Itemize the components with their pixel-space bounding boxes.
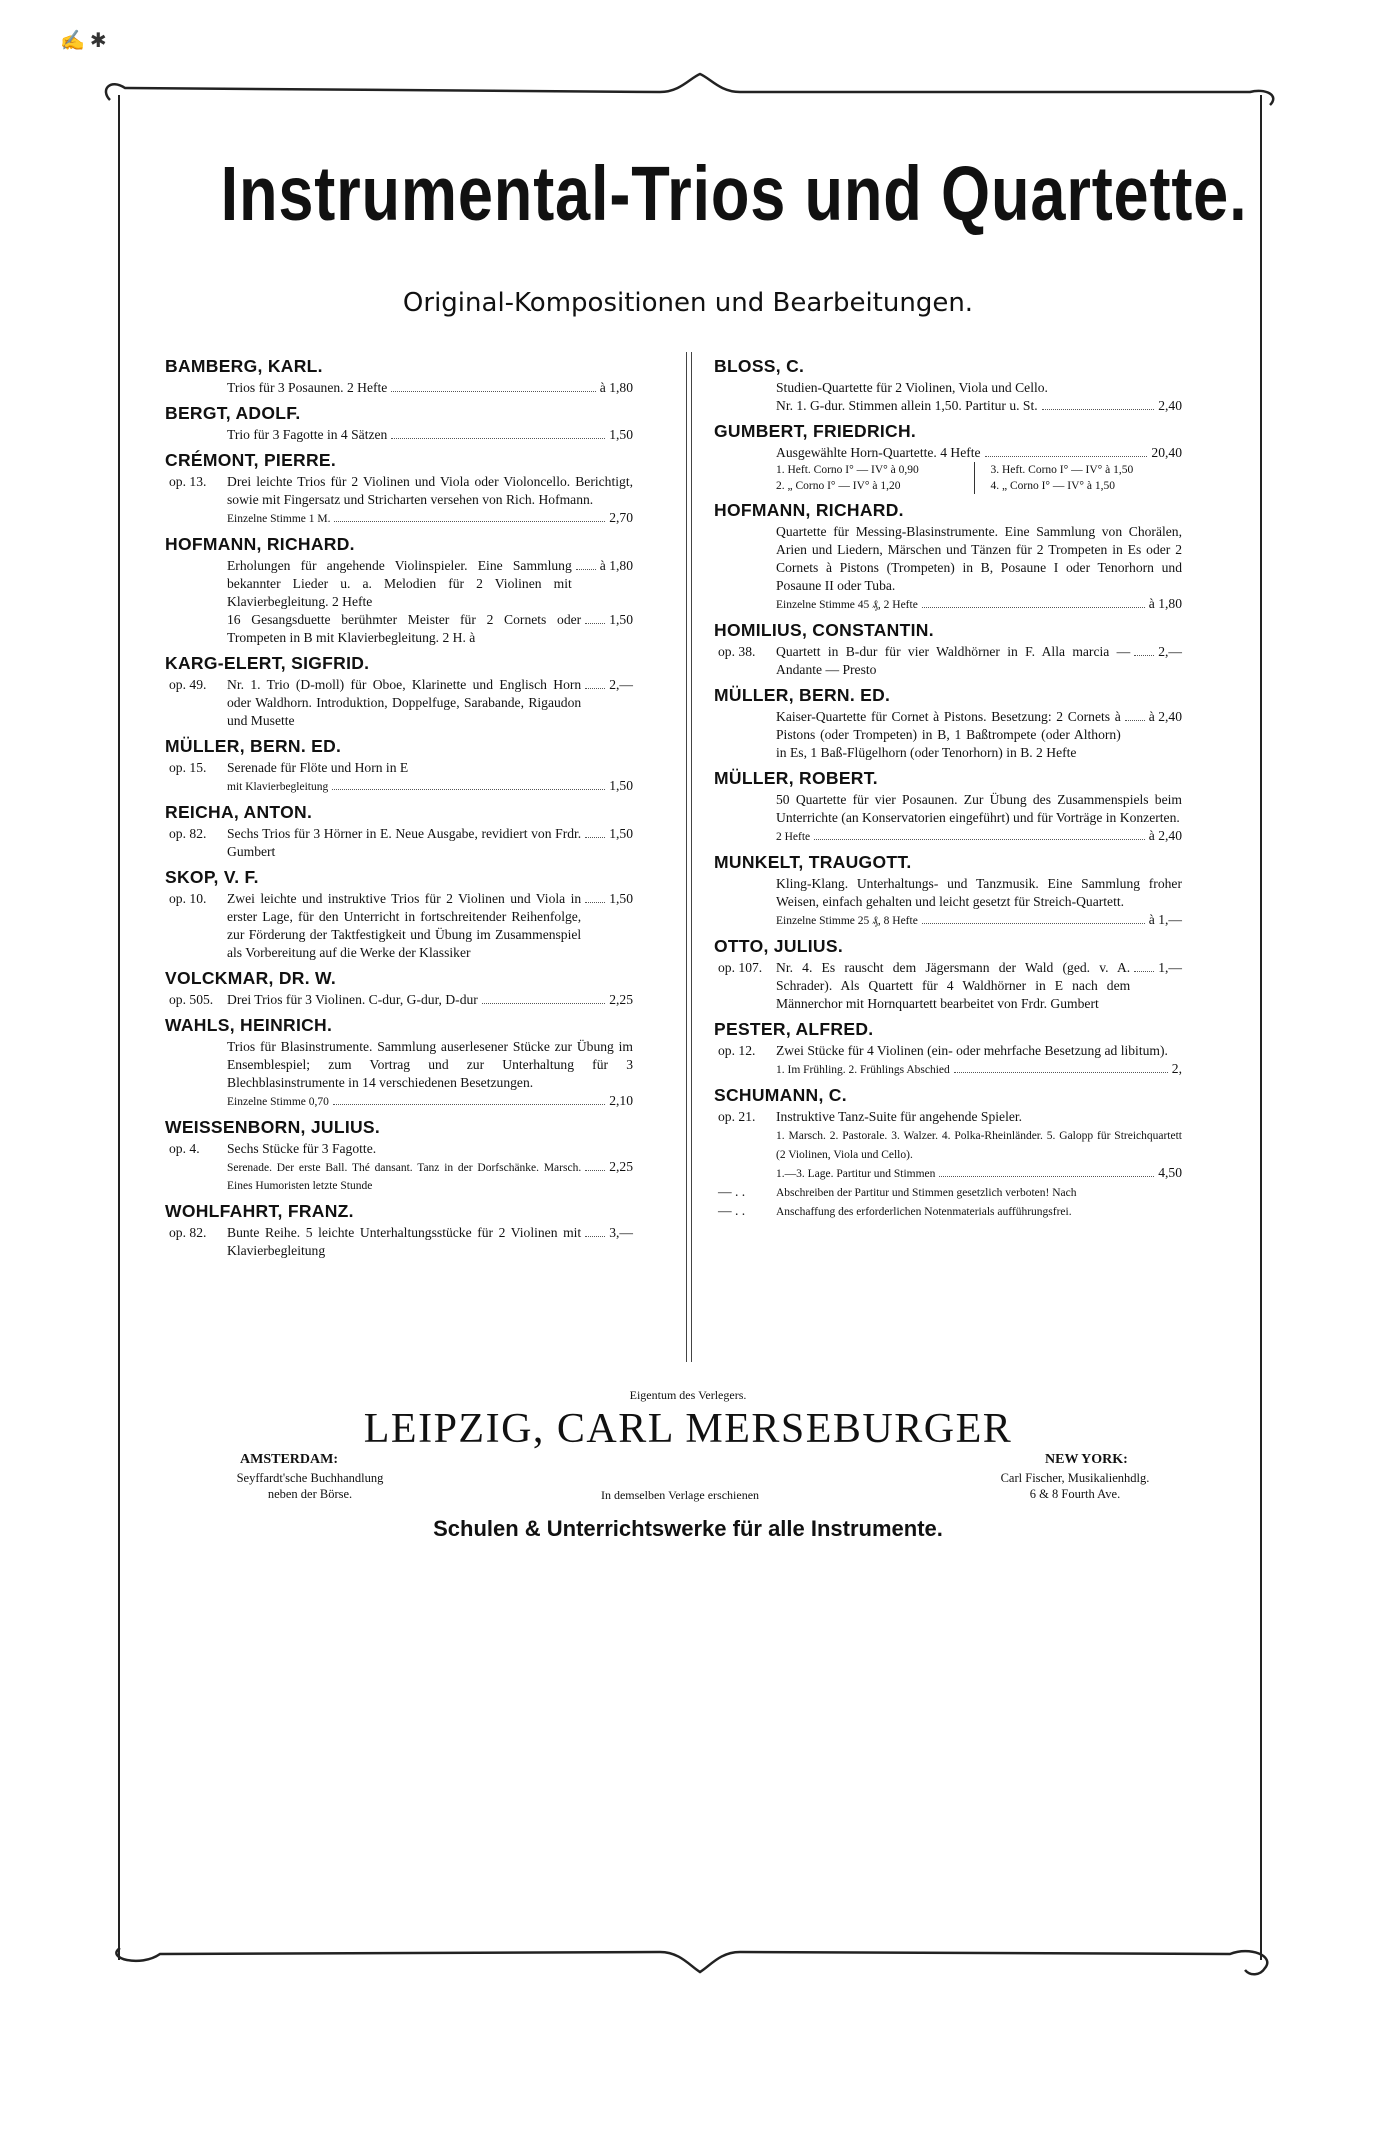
entry-text: Serenade für Flöte und Horn in E bbox=[227, 760, 409, 775]
opus-number bbox=[165, 1092, 227, 1111]
leader-dots bbox=[391, 438, 605, 439]
entry-text: Quartett in B-dur für vier Waldhörner in F. Alla marcia — Andante — Presto bbox=[776, 644, 1131, 677]
leader-dots bbox=[985, 456, 1148, 457]
catalog-entry bbox=[165, 759, 633, 777]
composer-heading: HOMILIUS, CONSTANTIN. bbox=[714, 620, 934, 640]
catalog-entry bbox=[714, 959, 1182, 1013]
catalog-entry bbox=[714, 1202, 1182, 1221]
leader-dots bbox=[939, 1176, 1154, 1177]
catalog-entry bbox=[714, 1164, 1182, 1183]
catalog-entry bbox=[714, 875, 1182, 911]
entry-text: Bunte Reihe. 5 leichte Unterhaltungsstücke für 2 Violinen mit Klavierbegleitung bbox=[227, 1225, 582, 1258]
entry-price: 3,— bbox=[609, 1225, 633, 1240]
entry-line bbox=[227, 509, 633, 528]
entry-text: Kling-Klang. Unterhaltungs- und Tanzmusik. Eine Sammlung froher Weisen, einfach gehalten und leicht gesetzt für Streich-Quartett. bbox=[776, 876, 1182, 909]
catalog-entry bbox=[714, 643, 1182, 679]
entry-note: Einzelne Stimme 0,70 bbox=[227, 1096, 329, 1108]
opus-number: op. 13. bbox=[169, 474, 207, 489]
opus-number bbox=[714, 708, 776, 762]
opus-number bbox=[714, 1126, 776, 1164]
opus-number: op. 12. bbox=[718, 1043, 756, 1058]
opus-number bbox=[714, 1060, 776, 1079]
entry-price: 2,25 bbox=[609, 1159, 633, 1174]
opus-number: op. 107. bbox=[718, 960, 763, 975]
opus-number bbox=[714, 595, 776, 614]
leader-dots bbox=[1134, 971, 1154, 972]
entry-note: Serenade. Der erste Ball. Thé dansant. Tanz in der Dorfschänke. Marsch. Eines Humoristen letzte Stunde bbox=[227, 1162, 582, 1192]
opus-number bbox=[714, 791, 776, 827]
catalog-entry bbox=[165, 777, 633, 796]
composer-heading: WOHLFAHRT, FRANZ. bbox=[165, 1201, 354, 1221]
entry-price: 1,50 bbox=[609, 778, 633, 793]
entry-text: Kaiser-Quartette für Cornet à Pistons. Besetzung: 2 Cornets à Pistons (oder Trompeten) in B, 1 Baßtrompete (oder Althorn) in Es, 1 Baß-Flügelhorn (oder Tenorhorn) in B. 2 Hefte bbox=[776, 709, 1121, 760]
entry-note: Abschreiben der Partitur und Stimmen gesetzlich verboten! Nach bbox=[776, 1187, 1077, 1199]
entry-price: 1,50 bbox=[609, 891, 633, 906]
entry-text: Zwei Stücke für 4 Violinen (ein- oder mehrfache Besetzung ad libitum). bbox=[776, 1043, 1168, 1058]
entry-line bbox=[227, 611, 633, 647]
opus-number: op. 82. bbox=[169, 826, 207, 841]
composer-heading: VOLCKMAR, DR. W. bbox=[165, 968, 337, 988]
entry-text: Trios für 3 Posaunen. 2 Hefte bbox=[227, 380, 388, 395]
leader-dots bbox=[585, 623, 605, 624]
entry-note: 1.—3. Lage. Partitur und Stimmen bbox=[776, 1168, 936, 1180]
entry-line bbox=[227, 1158, 633, 1195]
catalog-entry bbox=[165, 1038, 633, 1092]
catalog-entry bbox=[714, 444, 1182, 462]
catalog-entry bbox=[714, 1060, 1182, 1079]
opus-number bbox=[714, 523, 776, 595]
opus-number: op. 4. bbox=[169, 1141, 200, 1156]
opus-number bbox=[165, 777, 227, 796]
entry-line bbox=[227, 676, 633, 730]
entry-price: 1,— bbox=[1158, 960, 1182, 975]
opus-number bbox=[714, 827, 776, 846]
leader-dots bbox=[954, 1072, 1168, 1073]
entry-line bbox=[227, 890, 633, 962]
composer-heading: MUNKELT, TRAUGOTT. bbox=[714, 852, 912, 872]
catalog-entry bbox=[165, 379, 633, 397]
corner-mark: ✍ ✱ bbox=[60, 30, 107, 52]
ownership-note: Eigentum des Verlegers. bbox=[629, 1388, 747, 1402]
composer-heading: GUMBERT, FRIEDRICH. bbox=[714, 421, 917, 441]
entry-price: à 1,80 bbox=[599, 558, 633, 573]
entry-note: Einzelne Stimme 25 ₰, 8 Hefte bbox=[776, 915, 918, 927]
entry-text: Nr. 1. Trio (D-moll) für Oboe, Klarinette und Englisch Horn oder Waldhorn. Introduktion, Doppelfuge, Sarabande, Rigaudon und Musette bbox=[227, 677, 582, 728]
entry-line bbox=[227, 777, 633, 796]
entry-line bbox=[227, 825, 633, 861]
entry-text: Erholungen für angehende Violinspieler. Eine Sammlung bekannter Lieder u. a. Melodien für 2 Violinen mit Klavierbegleitung. 2 Hefte bbox=[227, 558, 572, 609]
entry-price: 2, bbox=[1171, 1061, 1182, 1076]
composer-heading: MÜLLER, ROBERT. bbox=[714, 768, 878, 788]
part-price-line: 4. „ Corno I° — IV° à 1,50 bbox=[990, 480, 1115, 492]
entry-price: 2,— bbox=[609, 677, 633, 692]
composer-heading: WAHLS, HEINRICH. bbox=[165, 1015, 333, 1035]
catalog-entry bbox=[714, 1126, 1182, 1164]
publisher-name: LEIPZIG, CARL MERSEBURGER bbox=[363, 1406, 1013, 1452]
entry-text: Trio für 3 Fagotte in 4 Sätzen bbox=[227, 427, 388, 442]
entry-text: 16 Gesangsduette berühmter Meister für 2 Cornets oder Trompeten in B mit Klavierbegleitung. 2 H. à bbox=[227, 612, 582, 645]
same-publisher-note: In demselben Verlage erschienen bbox=[600, 1488, 760, 1502]
catalog-entry bbox=[165, 557, 633, 611]
leader-dots bbox=[1042, 409, 1155, 410]
composer-heading: KARG-ELERT, SIGFRID. bbox=[165, 653, 370, 673]
catalog-entry bbox=[165, 426, 633, 444]
catalog-entry bbox=[165, 890, 633, 962]
part-price-line: 3. Heft. Corno I° — IV° à 1,50 bbox=[990, 464, 1134, 476]
catalog-entry bbox=[714, 1042, 1182, 1060]
opus-number: — . . bbox=[718, 1184, 746, 1199]
leader-dots bbox=[1134, 655, 1154, 656]
composer-heading: MÜLLER, BERN. ED. bbox=[165, 736, 342, 756]
entry-price: à 1,80 bbox=[599, 380, 633, 395]
catalog-entry bbox=[714, 1108, 1182, 1126]
entry-line bbox=[776, 911, 1182, 930]
catalog-entry bbox=[714, 791, 1182, 827]
leader-dots bbox=[576, 569, 596, 570]
entry-price: 20,40 bbox=[1151, 445, 1182, 460]
entry-text: Sechs Trios für 3 Hörner in E. Neue Ausgabe, revidiert von Frdr. Gumbert bbox=[227, 826, 582, 859]
entry-text: Drei Trios für 3 Violinen. C-dur, G-dur, D-dur bbox=[227, 992, 478, 1007]
entry-note: 1. Marsch. 2. Pastorale. 3. Walzer. 4. Polka-Rheinländer. 5. Galopp für Streichquartett (2 Violinen, Viola und Cello). bbox=[776, 1130, 1182, 1161]
entry-price: 1,50 bbox=[609, 826, 633, 841]
leader-dots bbox=[585, 837, 605, 838]
shop-new-york-address: 6 & 8 Fourth Ave. bbox=[1029, 1487, 1121, 1501]
composer-heading: PESTER, ALFRED. bbox=[714, 1019, 874, 1039]
opus-number bbox=[714, 1164, 776, 1183]
leader-dots bbox=[332, 789, 605, 790]
catalog-entry bbox=[165, 676, 633, 730]
composer-heading: REICHA, ANTON. bbox=[165, 802, 313, 822]
opus-number bbox=[714, 379, 776, 397]
entry-price: à 2,40 bbox=[1148, 828, 1182, 843]
part-price-table bbox=[714, 462, 1182, 494]
composer-heading: HOFMANN, RICHARD. bbox=[165, 534, 355, 554]
opus-number bbox=[165, 426, 227, 444]
table-separator bbox=[974, 462, 985, 494]
entry-line bbox=[227, 426, 633, 444]
entry-price: 1,50 bbox=[609, 612, 633, 627]
opus-number: op. 15. bbox=[169, 760, 207, 775]
entry-note: mit Klavierbegleitung bbox=[227, 781, 329, 793]
entry-text: Studien-Quartette für 2 Violinen, Viola und Cello. bbox=[776, 380, 1048, 395]
entry-text: 50 Quartette für vier Posaunen. Zur Übung des Zusammenspiels beim Unterrichte (an Konservatorien eingeführt) und für Vorträge in Konzerten. bbox=[776, 792, 1182, 825]
leader-dots bbox=[391, 391, 595, 392]
catalog-entry bbox=[165, 1224, 633, 1260]
entry-line bbox=[227, 1092, 633, 1111]
frame-bottom-ornament bbox=[100, 1938, 1280, 1978]
entry-line bbox=[776, 1164, 1182, 1183]
catalog-entry bbox=[714, 523, 1182, 595]
leader-dots bbox=[334, 521, 605, 522]
entry-price: 2,10 bbox=[609, 1093, 633, 1108]
column-divider bbox=[686, 352, 692, 1362]
catalog-entry bbox=[165, 1158, 633, 1195]
leader-dots bbox=[585, 1236, 605, 1237]
opus-number bbox=[165, 1038, 227, 1092]
part-price-column bbox=[991, 462, 1183, 494]
entry-note: Anschaffung des erforderlichen Notenmaterials aufführungsfrei. bbox=[776, 1206, 1072, 1218]
catalog-entry bbox=[165, 611, 633, 647]
catalog-entry bbox=[714, 911, 1182, 930]
entry-line bbox=[776, 1060, 1182, 1079]
leader-dots bbox=[585, 1170, 605, 1171]
opus-number: op. 38. bbox=[718, 644, 756, 659]
catalog-entry bbox=[714, 595, 1182, 614]
catalog-entry bbox=[714, 708, 1182, 762]
entry-text: Quartette für Messing-Blasinstrumente. Eine Sammlung von Chorälen, Arien und Liedern, Märschen und Tänzen für 2 Trompeten in Es oder 2 Cornets à Pistons (Trompeten) in B, Posaune I oder Tenorhorn und Posaune II oder Tuba. bbox=[776, 524, 1182, 593]
city-amsterdam: AMSTERDAM: bbox=[240, 1452, 338, 1467]
leader-dots bbox=[585, 902, 605, 903]
opus-number: op. 10. bbox=[169, 891, 207, 906]
entry-price: à 2,40 bbox=[1148, 709, 1182, 724]
entry-text: Nr. 1. G-dur. Stimmen allein 1,50. Partitur u. St. bbox=[776, 398, 1038, 413]
opus-number bbox=[165, 509, 227, 528]
part-price-line: 2. „ Corno I° — IV° à 1,20 bbox=[776, 480, 901, 492]
entry-line bbox=[776, 708, 1182, 762]
entry-price: 2,— bbox=[1158, 644, 1182, 659]
entry-price: 2,40 bbox=[1158, 398, 1182, 413]
composer-heading: HOFMANN, RICHARD. bbox=[714, 500, 904, 520]
entry-line bbox=[227, 1224, 633, 1260]
entry-line bbox=[227, 557, 633, 611]
opus-number: op. 82. bbox=[169, 1225, 207, 1240]
opus-number bbox=[714, 875, 776, 911]
entry-line bbox=[776, 643, 1182, 679]
catalog-entry bbox=[165, 473, 633, 509]
catalog-entry bbox=[165, 1092, 633, 1111]
shop-amsterdam-address: neben der Börse. bbox=[267, 1487, 353, 1501]
right-column bbox=[714, 350, 1182, 1221]
entry-text: Zwei leichte und instruktive Trios für 2 Violinen und Viola in erster Lage, für den Unterricht in fortschreitender Reihenfolge, zur Förderung der Taktfestigkeit und Übung im Zusammenspiel als Vorbereitung auf die Werke der Klassiker bbox=[227, 891, 582, 960]
entry-line bbox=[776, 397, 1182, 415]
entry-note: 1. Im Frühling. 2. Frühlings Abschied bbox=[776, 1064, 950, 1076]
entry-line bbox=[776, 595, 1182, 614]
opus-number bbox=[165, 379, 227, 397]
entry-text: Instruktive Tanz-Suite für angehende Spieler. bbox=[776, 1109, 1023, 1124]
composer-heading: SKOP, V. F. bbox=[165, 867, 259, 887]
composer-heading: CRÉMONT, PIERRE. bbox=[165, 450, 337, 470]
shop-new-york bbox=[935, 1470, 1215, 1502]
catalog-entry bbox=[714, 397, 1182, 415]
page-title: Instrumental-Trios und Quartette. bbox=[220, 151, 1248, 237]
entry-note: Einzelne Stimme 1 M. bbox=[227, 513, 331, 525]
opus-number bbox=[165, 557, 227, 611]
catalog-entry bbox=[165, 1140, 633, 1158]
leader-dots bbox=[922, 607, 1145, 608]
entry-line bbox=[227, 991, 633, 1009]
leader-dots bbox=[922, 923, 1145, 924]
composer-heading: OTTO, JULIUS. bbox=[714, 936, 844, 956]
entry-price: à 1,80 bbox=[1148, 596, 1182, 611]
composer-heading: MÜLLER, BERN. ED. bbox=[714, 685, 891, 705]
shop-amsterdam-name: Seyffardt'sche Buchhandlung bbox=[236, 1471, 384, 1485]
part-price-column bbox=[776, 462, 968, 494]
entry-text: Sechs Stücke für 3 Fagotte. bbox=[227, 1141, 377, 1156]
catalog-entry bbox=[165, 991, 633, 1009]
leader-dots bbox=[585, 688, 605, 689]
catalog-entry bbox=[714, 1183, 1182, 1202]
entry-line bbox=[776, 827, 1182, 846]
opus-number bbox=[714, 444, 776, 462]
composer-heading: WEISSENBORN, JULIUS. bbox=[165, 1117, 381, 1137]
entry-price: 1,50 bbox=[609, 427, 633, 442]
composer-heading: BERGT, ADOLF. bbox=[165, 403, 301, 423]
entry-line bbox=[776, 444, 1182, 462]
entry-line bbox=[776, 959, 1182, 1013]
opus-number bbox=[714, 911, 776, 930]
opus-number: — . . bbox=[718, 1203, 746, 1218]
leader-dots bbox=[333, 1104, 605, 1105]
composer-heading: SCHUMANN, C. bbox=[714, 1085, 847, 1105]
catalog-entry bbox=[714, 379, 1182, 397]
page-subtitle: Original-Kompositionen und Bearbeitungen. bbox=[402, 288, 974, 318]
entry-note: Einzelne Stimme 45 ₰, 2 Hefte bbox=[776, 599, 918, 611]
city-new-york: NEW YORK: bbox=[1045, 1452, 1128, 1467]
leader-dots bbox=[814, 839, 1145, 840]
entry-line bbox=[227, 379, 633, 397]
left-column bbox=[165, 350, 633, 1260]
opus-number bbox=[714, 397, 776, 415]
entry-text: Ausgewählte Horn-Quartette. 4 Hefte bbox=[776, 445, 981, 460]
opus-number bbox=[165, 611, 227, 647]
opus-number: op. 505. bbox=[169, 992, 214, 1007]
opus-number: op. 49. bbox=[169, 677, 207, 692]
entry-note: 2 Hefte bbox=[776, 831, 811, 843]
entry-price: 2,25 bbox=[609, 992, 633, 1007]
entry-price: 2,70 bbox=[609, 510, 633, 525]
catalog-entry bbox=[165, 825, 633, 861]
entry-text: Drei leichte Trios für 2 Violinen und Viola oder Violoncello. Berichtigt, sowie mit Fingersatz und Stricharten versehen von Rich. Hofmann. bbox=[227, 474, 633, 507]
leader-dots bbox=[482, 1003, 605, 1004]
opus-number bbox=[165, 1158, 227, 1195]
catalog-entry bbox=[714, 827, 1182, 846]
opus-number: op. 21. bbox=[718, 1109, 756, 1124]
catalog-entry bbox=[165, 509, 633, 528]
entry-text: Nr. 4. Es rauscht dem Jägersmann der Wald (ged. v. A. Schrader). Als Quartett für 4 Waldhörner in E nach dem Männerchor mit Hornquartett bearbeitet von Frdr. Gumbert bbox=[776, 960, 1131, 1011]
part-price-line: 1. Heft. Corno I° — IV° à 0,90 bbox=[776, 464, 919, 476]
schools-heading: Schulen & Unterrichtswerke für alle Instrumente. bbox=[433, 1516, 943, 1541]
shop-amsterdam bbox=[150, 1470, 470, 1502]
entry-text: Trios für Blasinstrumente. Sammlung auserlesener Stücke zur Übung im Ensemblespiel; zum Vortrag und zur Unterhaltung für 3 Blechblasinstrumente in 14 verschiedenen Besetzungen. bbox=[227, 1039, 633, 1090]
entry-price: 4,50 bbox=[1158, 1165, 1182, 1180]
leader-dots bbox=[1125, 720, 1145, 721]
composer-heading: BLOSS, C. bbox=[714, 356, 805, 376]
shop-new-york-name: Carl Fischer, Musikalienhdlg. bbox=[1000, 1471, 1150, 1485]
composer-heading: BAMBERG, KARL. bbox=[165, 356, 323, 376]
entry-price: à 1,— bbox=[1148, 912, 1182, 927]
